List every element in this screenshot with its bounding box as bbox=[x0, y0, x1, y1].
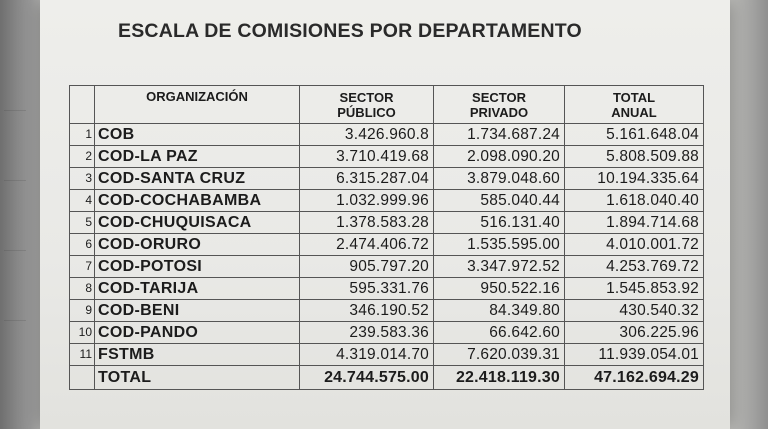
row-total-anual: 5.161.648.04 bbox=[565, 124, 704, 146]
background-page-line bbox=[4, 250, 26, 261]
table-row bbox=[70, 124, 704, 146]
row-sector-publico: 905.797.20 bbox=[300, 256, 434, 278]
row-organizacion: COD-POTOSI bbox=[95, 256, 300, 278]
header-sector-publico bbox=[300, 86, 434, 124]
row-organizacion: COD-BENI bbox=[95, 300, 300, 322]
row-organizacion: FSTMB bbox=[95, 344, 300, 366]
row-sector-privado: 66.642.60 bbox=[434, 322, 565, 344]
table-row bbox=[70, 146, 704, 168]
table-row bbox=[70, 256, 704, 278]
row-sector-publico: 595.331.76 bbox=[300, 278, 434, 300]
row-sector-privado: 516.131.40 bbox=[434, 212, 565, 234]
background-page-line bbox=[4, 320, 26, 331]
row-total-anual: 430.540.32 bbox=[565, 300, 704, 322]
row-organizacion: COD-COCHABAMBA bbox=[95, 190, 300, 212]
row-organizacion: COD-CHUQUISACA bbox=[95, 212, 300, 234]
row-total-anual: 1.545.853.92 bbox=[565, 278, 704, 300]
row-sector-privado: 3.879.048.60 bbox=[434, 168, 565, 190]
header-number-cell bbox=[70, 86, 95, 124]
row-number: 7 bbox=[70, 256, 95, 278]
row-number: 11 bbox=[70, 344, 95, 366]
row-total-anual: 306.225.96 bbox=[565, 322, 704, 344]
total-total-anual: 47.162.694.29 bbox=[565, 366, 704, 390]
table-row bbox=[70, 344, 704, 366]
row-number: 8 bbox=[70, 278, 95, 300]
row-total-anual: 5.808.509.88 bbox=[565, 146, 704, 168]
row-number: 2 bbox=[70, 146, 95, 168]
row-organizacion: COD-LA PAZ bbox=[95, 146, 300, 168]
row-organizacion: COB bbox=[95, 124, 300, 146]
row-sector-publico: 346.190.52 bbox=[300, 300, 434, 322]
row-number: 5 bbox=[70, 212, 95, 234]
row-number: 10 bbox=[70, 322, 95, 344]
row-number: 1 bbox=[70, 124, 95, 146]
row-total-anual: 1.618.040.40 bbox=[565, 190, 704, 212]
table-row bbox=[70, 190, 704, 212]
row-number: 6 bbox=[70, 234, 95, 256]
table-header-row bbox=[70, 86, 704, 124]
row-organizacion: COD-TARIJA bbox=[95, 278, 300, 300]
table-row bbox=[70, 168, 704, 190]
background-page-line bbox=[4, 180, 26, 191]
total-label: TOTAL bbox=[95, 366, 300, 390]
table-row bbox=[70, 212, 704, 234]
row-number: 3 bbox=[70, 168, 95, 190]
row-sector-publico: 6.315.287.04 bbox=[300, 168, 434, 190]
row-sector-privado: 950.522.16 bbox=[434, 278, 565, 300]
row-sector-privado: 1.535.595.00 bbox=[434, 234, 565, 256]
row-sector-publico: 2.474.406.72 bbox=[300, 234, 434, 256]
row-sector-publico: 3.426.960.8 bbox=[300, 124, 434, 146]
row-organizacion: COD-ORURO bbox=[95, 234, 300, 256]
row-organizacion: COD-SANTA CRUZ bbox=[95, 168, 300, 190]
row-sector-publico: 1.032.999.96 bbox=[300, 190, 434, 212]
table-row bbox=[70, 278, 704, 300]
total-sector-privado: 22.418.119.30 bbox=[434, 366, 565, 390]
row-sector-publico: 3.710.419.68 bbox=[300, 146, 434, 168]
row-total-anual: 4.253.769.72 bbox=[565, 256, 704, 278]
total-number-cell bbox=[70, 366, 95, 390]
row-sector-publico: 1.378.583.28 bbox=[300, 212, 434, 234]
header-total-anual-line1: TOTAL bbox=[612, 89, 656, 105]
table-row bbox=[70, 322, 704, 344]
row-sector-privado: 84.349.80 bbox=[434, 300, 565, 322]
row-sector-publico: 239.583.36 bbox=[300, 322, 434, 344]
document-title: ESCALA DE COMISIONES POR DEPARTAMENTO bbox=[118, 20, 582, 42]
row-number: 9 bbox=[70, 300, 95, 322]
background-page-line bbox=[4, 110, 26, 121]
paper-sheet bbox=[40, 0, 730, 429]
total-sector-publico: 24.744.575.00 bbox=[300, 366, 434, 390]
row-total-anual: 4.010.001.72 bbox=[565, 234, 704, 256]
commissions-table bbox=[69, 85, 704, 390]
row-sector-privado: 585.040.44 bbox=[434, 190, 565, 212]
row-sector-privado: 1.734.687.24 bbox=[434, 124, 565, 146]
header-sector-privado bbox=[434, 86, 565, 124]
header-sector-privado-line1: SECTOR bbox=[472, 89, 526, 105]
row-total-anual: 1.894.714.68 bbox=[565, 212, 704, 234]
table-total-row bbox=[70, 366, 704, 390]
row-sector-publico: 4.319.014.70 bbox=[300, 344, 434, 366]
header-organizacion: ORGANIZACIÓN bbox=[95, 86, 300, 124]
row-total-anual: 11.939.054.01 bbox=[565, 344, 704, 366]
row-sector-privado: 7.620.039.31 bbox=[434, 344, 565, 366]
row-organizacion: COD-PANDO bbox=[95, 322, 300, 344]
row-sector-privado: 3.347.972.52 bbox=[434, 256, 565, 278]
header-total-anual bbox=[565, 86, 704, 124]
row-total-anual: 10.194.335.64 bbox=[565, 168, 704, 190]
header-sector-privado-line2: PRIVADO bbox=[469, 104, 529, 120]
header-total-anual-line2: ANUAL bbox=[611, 104, 657, 120]
table-row bbox=[70, 300, 704, 322]
row-sector-privado: 2.098.090.20 bbox=[434, 146, 565, 168]
table-row bbox=[70, 234, 704, 256]
row-number: 4 bbox=[70, 190, 95, 212]
header-sector-publico-line1: SECTOR bbox=[339, 89, 394, 105]
header-sector-publico-line2: PÚBLICO bbox=[337, 104, 396, 120]
